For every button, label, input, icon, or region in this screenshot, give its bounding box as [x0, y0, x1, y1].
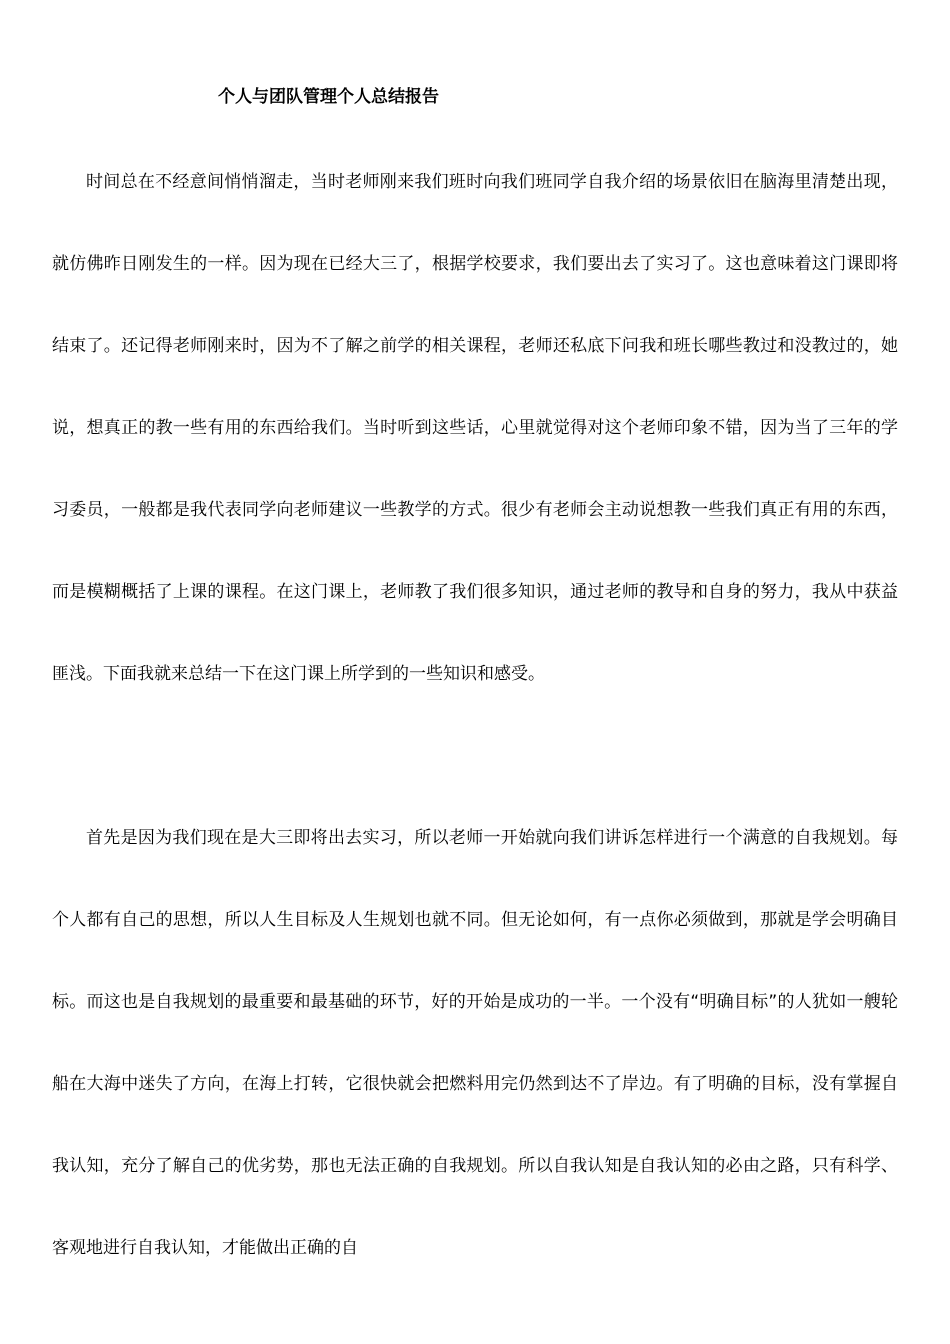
document-title: 个人与团队管理个人总结报告	[218, 87, 439, 107]
paragraph-intro: 时间总在不经意间悄悄溜走，当时老师刚来我们班时向我们班同学自我介绍的场景依旧在脑海里清楚出现，就仿佛昨日刚发生的一样。因为现在已经大三了，根据学校要求，我们要出去了实习了。这也意味着这门课即将结束了。还记得老师刚来时，因为不了解之前学的相关课程，老师还私底下问我和班长哪些教过和没教过的，她说，想真正的教一些有用的东西给我们。当时听到这些话，心里就觉得对这个老师印象不错，因为当了三年的学习委员，一般都是我代表同学向老师建议一些教学的方式。很少有老师会主动说想教一些我们真正有用的东西，而是模糊概括了上课的课程。在这门课上，老师教了我们很多知识，通过老师的教导和自身的努力，我从中获益匪浅。下面我就来总结一下在这门课上所学到的一些知识和感受。	[52, 172, 898, 684]
paragraph-self-planning: 首先是因为我们现在是大三即将出去实习，所以老师一开始就向我们讲诉怎样进行一个满意的自我规划。每个人都有自己的思想，所以人生目标及人生规划也就不同。但无论如何，有一点你必须做到，那就是学会明确目标。而这也是自我规划的最重要和最基础的环节，好的开始是成功的一半。一个没有“明确目标”的人犹如一艘轮船在大海中迷失了方向，在海上打转，它很快就会把燃料用完仍然到达不了岸边。有了明确的目标，没有掌握自我认知，充分了解自己的优劣势，那也无法正确的自我规划。所以自我认知是自我认知的必由之路，只有科学、客观地进行自我认知，才能做出正确的自	[52, 828, 898, 1258]
